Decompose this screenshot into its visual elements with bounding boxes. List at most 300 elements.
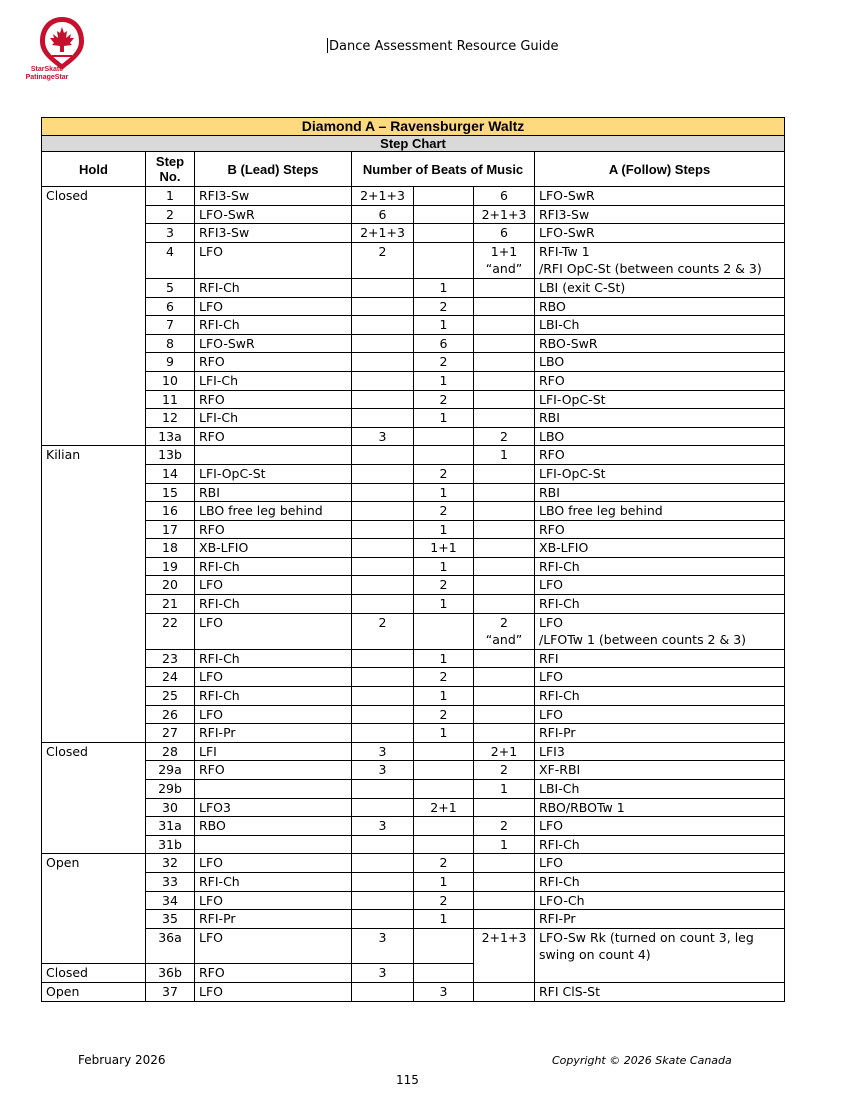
beats-col3-cell: 1	[474, 446, 535, 465]
lead-step-cell: LFO	[195, 242, 352, 278]
beats-col1-cell	[352, 390, 414, 409]
beats-col2-cell: 2	[414, 705, 474, 724]
beats-col1-cell	[352, 835, 414, 854]
follow-step-cell: RFI-Tw 1 /RFI OpC-St (between counts 2 & 3)	[535, 242, 785, 278]
beats-col1-cell	[352, 798, 414, 817]
beats-col3-cell: 2	[474, 427, 535, 446]
lead-step-cell: LFI-Ch	[195, 371, 352, 390]
beats-col2-cell: 1	[414, 595, 474, 614]
step-no-cell: 35	[146, 910, 195, 929]
document-header-title	[327, 38, 559, 54]
table-row	[42, 854, 785, 873]
beats-col2-cell: 1	[414, 872, 474, 891]
hold-cell	[42, 464, 146, 483]
lead-step-cell: RFO	[195, 353, 352, 372]
beats-col1-cell	[352, 910, 414, 929]
table-row	[42, 705, 785, 724]
table-row	[42, 613, 785, 649]
hold-cell: Open	[42, 854, 146, 873]
hold-cell	[42, 371, 146, 390]
lead-step-cell: RFO	[195, 520, 352, 539]
beats-col2-cell: 6	[414, 334, 474, 353]
beats-col3-cell	[474, 539, 535, 558]
beats-col3-cell: 2 “and”	[474, 613, 535, 649]
beats-col2-cell	[414, 613, 474, 649]
hold-cell	[42, 409, 146, 428]
step-no-cell: 13a	[146, 427, 195, 446]
beats-col2-cell: 2+1	[414, 798, 474, 817]
follow-step-cell: RFI-Ch	[535, 557, 785, 576]
lead-step-cell: RFI-Ch	[195, 595, 352, 614]
follow-step-cell: RFO	[535, 520, 785, 539]
hold-cell: Closed	[42, 187, 146, 206]
table-title: Diamond A – Ravensburger Waltz	[42, 118, 785, 136]
beats-col3-cell	[474, 464, 535, 483]
lead-step-cell: LFO	[195, 983, 352, 1002]
hold-cell	[42, 798, 146, 817]
lead-step-cell: LFO-SwR	[195, 334, 352, 353]
beats-col1-cell	[352, 595, 414, 614]
step-no-cell: 26	[146, 705, 195, 724]
step-no-cell: 19	[146, 557, 195, 576]
lead-step-cell: RFI-Pr	[195, 910, 352, 929]
beats-col3-cell: 2+1+3	[474, 205, 535, 224]
hold-cell	[42, 817, 146, 836]
beats-col3-cell	[474, 520, 535, 539]
follow-step-cell: RFI-Ch	[535, 687, 785, 706]
table-row	[42, 928, 785, 964]
beats-col1-cell	[352, 668, 414, 687]
follow-step-cell: RFO	[535, 446, 785, 465]
hold-cell: Kilian	[42, 446, 146, 465]
follow-step-cell: LFI-OpC-St	[535, 464, 785, 483]
beats-col1-cell	[352, 502, 414, 521]
beats-col1-cell	[352, 278, 414, 297]
hold-cell	[42, 427, 146, 446]
table-row	[42, 891, 785, 910]
lead-step-cell	[195, 780, 352, 799]
beats-col2-cell: 2	[414, 297, 474, 316]
beats-col3-cell	[474, 872, 535, 891]
beats-col2-cell: 3	[414, 983, 474, 1002]
follow-step-cell: LFO	[535, 817, 785, 836]
beats-col3-cell: 2+1	[474, 742, 535, 761]
beats-col2-cell	[414, 187, 474, 206]
hold-cell	[42, 780, 146, 799]
beats-col2-cell	[414, 205, 474, 224]
logo-text	[22, 66, 72, 82]
hold-cell	[42, 613, 146, 649]
hold-cell	[42, 520, 146, 539]
column-header-hold: Hold	[42, 152, 146, 187]
beats-col3-cell	[474, 371, 535, 390]
hold-cell	[42, 835, 146, 854]
lead-step-cell: LFI-OpC-St	[195, 464, 352, 483]
step-no-cell: 20	[146, 576, 195, 595]
table-row	[42, 187, 785, 206]
beats-col1-cell	[352, 724, 414, 743]
beats-col2-cell: 1	[414, 557, 474, 576]
table-row	[42, 390, 785, 409]
beats-col1-cell	[352, 483, 414, 502]
beats-col3-cell	[474, 983, 535, 1002]
beats-col3-cell: 1	[474, 780, 535, 799]
follow-step-cell: LBO	[535, 353, 785, 372]
beats-col3-cell: 2+1+3	[474, 928, 535, 964]
beats-col2-cell: 2	[414, 891, 474, 910]
beats-col2-cell	[414, 427, 474, 446]
beats-col3-cell	[474, 576, 535, 595]
table-row	[42, 724, 785, 743]
beats-col1-cell	[352, 446, 414, 465]
lead-step-cell: LFO	[195, 705, 352, 724]
step-no-cell: 36a	[146, 928, 195, 964]
table-row	[42, 595, 785, 614]
hold-cell	[42, 668, 146, 687]
beats-col3-cell	[474, 705, 535, 724]
hold-cell	[42, 539, 146, 558]
beats-col2-cell: 1	[414, 687, 474, 706]
table-row	[42, 446, 785, 465]
hold-cell	[42, 242, 146, 278]
beats-col2-cell	[414, 224, 474, 243]
column-header-step-no: Step No.	[146, 152, 195, 187]
lead-step-cell: XB-LFIO	[195, 539, 352, 558]
step-no-cell: 34	[146, 891, 195, 910]
beats-col3-cell: 1	[474, 835, 535, 854]
lead-step-cell: RFI-Ch	[195, 687, 352, 706]
beats-col1-cell: 3	[352, 761, 414, 780]
lead-step-cell: RBI	[195, 483, 352, 502]
beats-col3-cell: 2	[474, 761, 535, 780]
step-no-cell: 8	[146, 334, 195, 353]
table-row	[42, 576, 785, 595]
lead-step-cell: LFO	[195, 297, 352, 316]
step-chart-table	[41, 117, 785, 1002]
beats-col1-cell: 3	[352, 427, 414, 446]
step-no-cell: 6	[146, 297, 195, 316]
step-no-cell: 29b	[146, 780, 195, 799]
step-no-cell: 7	[146, 316, 195, 335]
beats-col3-cell	[474, 409, 535, 428]
beats-col3-cell	[474, 595, 535, 614]
follow-step-cell: LFO	[535, 705, 785, 724]
lead-step-cell: LFO	[195, 613, 352, 649]
hold-cell	[42, 872, 146, 891]
beats-col1-cell: 2	[352, 613, 414, 649]
beats-col1-cell	[352, 353, 414, 372]
follow-step-cell	[535, 964, 785, 983]
follow-step-cell: LBI-Ch	[535, 780, 785, 799]
beats-col2-cell: 1	[414, 409, 474, 428]
table-row	[42, 334, 785, 353]
table-row	[42, 668, 785, 687]
hold-cell	[42, 483, 146, 502]
beats-col2-cell: 1	[414, 316, 474, 335]
hold-cell	[42, 297, 146, 316]
beats-col3-cell	[474, 687, 535, 706]
follow-step-cell: RFI-Ch	[535, 872, 785, 891]
table-row	[42, 520, 785, 539]
beats-col1-cell	[352, 539, 414, 558]
step-no-cell: 13b	[146, 446, 195, 465]
hold-cell	[42, 390, 146, 409]
step-no-cell: 15	[146, 483, 195, 502]
table-row	[42, 464, 785, 483]
table-row	[42, 557, 785, 576]
hold-cell	[42, 761, 146, 780]
lead-step-cell: RFI3-Sw	[195, 187, 352, 206]
page-number: 115	[396, 1073, 419, 1087]
table-subtitle: Step Chart	[42, 136, 785, 152]
step-no-cell: 18	[146, 539, 195, 558]
step-no-cell: 2	[146, 205, 195, 224]
step-no-cell: 9	[146, 353, 195, 372]
lead-step-cell: LFO-SwR	[195, 205, 352, 224]
table-row	[42, 872, 785, 891]
beats-col1-cell: 3	[352, 742, 414, 761]
hold-cell	[42, 687, 146, 706]
table-title-row	[42, 118, 785, 136]
beats-col3-cell: 2	[474, 817, 535, 836]
lead-step-cell: RFI-Ch	[195, 649, 352, 668]
hold-cell	[42, 576, 146, 595]
beats-col2-cell: 1	[414, 649, 474, 668]
follow-step-cell: RFI3-Sw	[535, 205, 785, 224]
follow-step-cell: LFO /LFOTw 1 (between counts 2 & 3)	[535, 613, 785, 649]
follow-step-cell: LBO	[535, 427, 785, 446]
lead-step-cell: LFO	[195, 576, 352, 595]
hold-cell: Open	[42, 983, 146, 1002]
table-subtitle-row	[42, 136, 785, 152]
table-row	[42, 817, 785, 836]
beats-col3-cell	[474, 964, 535, 983]
step-no-cell: 14	[146, 464, 195, 483]
follow-step-cell: RBI	[535, 483, 785, 502]
beats-col3-cell	[474, 334, 535, 353]
follow-step-cell: LBI (exit C-St)	[535, 278, 785, 297]
table-row	[42, 798, 785, 817]
step-no-cell: 32	[146, 854, 195, 873]
table-row	[42, 427, 785, 446]
beats-col2-cell: 1+1	[414, 539, 474, 558]
follow-step-cell: RFI-Ch	[535, 595, 785, 614]
beats-col1-cell	[352, 409, 414, 428]
beats-col2-cell: 2	[414, 353, 474, 372]
beats-col3-cell	[474, 854, 535, 873]
beats-col1-cell: 6	[352, 205, 414, 224]
follow-step-cell: LFO-Sw Rk (turned on count 3, leg swing on count 4)	[535, 928, 785, 964]
hold-cell	[42, 891, 146, 910]
text-cursor	[327, 38, 328, 53]
step-no-cell: 21	[146, 595, 195, 614]
beats-col2-cell: 2	[414, 668, 474, 687]
logo-text-line1: StarSkate	[30, 66, 64, 73]
lead-step-cell: LFI-Ch	[195, 409, 352, 428]
beats-col3-cell	[474, 649, 535, 668]
step-no-cell: 31a	[146, 817, 195, 836]
table-row	[42, 742, 785, 761]
beats-col2-cell	[414, 835, 474, 854]
beats-col3-cell	[474, 502, 535, 521]
follow-step-cell: RBI	[535, 409, 785, 428]
table-row	[42, 242, 785, 278]
maple-leaf-icon	[22, 14, 102, 94]
lead-step-cell: RFI-Ch	[195, 557, 352, 576]
beats-col1-cell: 2	[352, 242, 414, 278]
table-row	[42, 539, 785, 558]
table-row	[42, 964, 785, 983]
hold-cell	[42, 928, 146, 964]
beats-col2-cell: 1	[414, 371, 474, 390]
lead-step-cell: LFO	[195, 928, 352, 964]
beats-col1-cell	[352, 576, 414, 595]
column-header-row	[42, 152, 785, 187]
hold-cell	[42, 705, 146, 724]
follow-step-cell: RBO-SwR	[535, 334, 785, 353]
hold-cell: Closed	[42, 742, 146, 761]
lead-step-cell: LFO	[195, 854, 352, 873]
step-no-cell: 3	[146, 224, 195, 243]
beats-col2-cell	[414, 928, 474, 964]
step-no-cell: 5	[146, 278, 195, 297]
hold-cell	[42, 278, 146, 297]
beats-col3-cell	[474, 724, 535, 743]
beats-col2-cell	[414, 446, 474, 465]
table-row	[42, 687, 785, 706]
beats-col2-cell	[414, 780, 474, 799]
beats-col3-cell: 1+1 “and”	[474, 242, 535, 278]
beats-col1-cell: 3	[352, 928, 414, 964]
beats-col1-cell	[352, 371, 414, 390]
step-no-cell: 28	[146, 742, 195, 761]
beats-col2-cell	[414, 964, 474, 983]
lead-step-cell: RFO	[195, 964, 352, 983]
beats-col3-cell: 6	[474, 224, 535, 243]
hold-cell	[42, 724, 146, 743]
follow-step-cell: LFO-SwR	[535, 224, 785, 243]
step-no-cell: 31b	[146, 835, 195, 854]
beats-col1-cell	[352, 705, 414, 724]
step-no-cell: 22	[146, 613, 195, 649]
follow-step-cell: LFO-Ch	[535, 891, 785, 910]
step-no-cell: 12	[146, 409, 195, 428]
hold-cell	[42, 557, 146, 576]
beats-col3-cell	[474, 891, 535, 910]
follow-step-cell: LFI3	[535, 742, 785, 761]
lead-step-cell: RFI3-Sw	[195, 224, 352, 243]
hold-cell	[42, 205, 146, 224]
beats-col1-cell	[352, 520, 414, 539]
table-row	[42, 409, 785, 428]
beats-col2-cell: 1	[414, 520, 474, 539]
step-no-cell: 11	[146, 390, 195, 409]
beats-col3-cell	[474, 278, 535, 297]
beats-col2-cell: 2	[414, 390, 474, 409]
table-row	[42, 983, 785, 1002]
lead-step-cell: RFO	[195, 761, 352, 780]
follow-step-cell: RFO	[535, 371, 785, 390]
beats-col3-cell	[474, 390, 535, 409]
beats-col1-cell	[352, 872, 414, 891]
step-no-cell: 16	[146, 502, 195, 521]
beats-col3-cell	[474, 910, 535, 929]
table-row	[42, 780, 785, 799]
logo-text-line2: PatinageStar	[25, 74, 69, 81]
follow-step-cell: LFO	[535, 668, 785, 687]
step-no-cell: 36b	[146, 964, 195, 983]
lead-step-cell: LFO	[195, 891, 352, 910]
hold-cell	[42, 502, 146, 521]
lead-step-cell: RFI-Ch	[195, 316, 352, 335]
follow-step-cell: RFI	[535, 649, 785, 668]
beats-col3-cell	[474, 668, 535, 687]
table-row	[42, 316, 785, 335]
hold-cell	[42, 334, 146, 353]
lead-step-cell: LFO	[195, 668, 352, 687]
beats-col3-cell	[474, 297, 535, 316]
follow-step-cell: RFI-Pr	[535, 910, 785, 929]
lead-step-cell	[195, 835, 352, 854]
table-row	[42, 205, 785, 224]
footer-date: February 2026	[78, 1053, 166, 1067]
hold-cell	[42, 353, 146, 372]
beats-col1-cell	[352, 557, 414, 576]
step-no-cell: 17	[146, 520, 195, 539]
hold-cell	[42, 910, 146, 929]
follow-step-cell: LFI-OpC-St	[535, 390, 785, 409]
follow-step-cell: RBO/RBOTw 1	[535, 798, 785, 817]
beats-col1-cell	[352, 687, 414, 706]
hold-cell: Closed	[42, 964, 146, 983]
beats-col2-cell: 2	[414, 854, 474, 873]
table-row	[42, 278, 785, 297]
beats-col3-cell	[474, 483, 535, 502]
beats-col1-cell	[352, 854, 414, 873]
lead-step-cell: LBO free leg behind	[195, 502, 352, 521]
beats-col3-cell: 6	[474, 187, 535, 206]
table-row	[42, 483, 785, 502]
step-no-cell: 30	[146, 798, 195, 817]
beats-col2-cell	[414, 761, 474, 780]
column-header-follow: A (Follow) Steps	[535, 152, 785, 187]
follow-step-cell: XB-LFIO	[535, 539, 785, 558]
lead-step-cell: RBO	[195, 817, 352, 836]
beats-col3-cell	[474, 798, 535, 817]
beats-col2-cell	[414, 817, 474, 836]
hold-cell	[42, 595, 146, 614]
step-no-cell: 29a	[146, 761, 195, 780]
step-no-cell: 27	[146, 724, 195, 743]
table-row	[42, 224, 785, 243]
step-no-cell: 1	[146, 187, 195, 206]
lead-step-cell	[195, 446, 352, 465]
table-row	[42, 835, 785, 854]
beats-col3-cell	[474, 353, 535, 372]
step-no-cell: 37	[146, 983, 195, 1002]
beats-col1-cell	[352, 983, 414, 1002]
step-no-cell: 33	[146, 872, 195, 891]
beats-col1-cell	[352, 297, 414, 316]
table-row	[42, 649, 785, 668]
footer-copyright: Copyright © 2026 Skate Canada	[552, 1054, 732, 1067]
beats-col3-cell	[474, 316, 535, 335]
column-header-lead: B (Lead) Steps	[195, 152, 352, 187]
beats-col1-cell: 3	[352, 817, 414, 836]
lead-step-cell: LFI	[195, 742, 352, 761]
beats-col2-cell: 1	[414, 483, 474, 502]
follow-step-cell: LBO free leg behind	[535, 502, 785, 521]
